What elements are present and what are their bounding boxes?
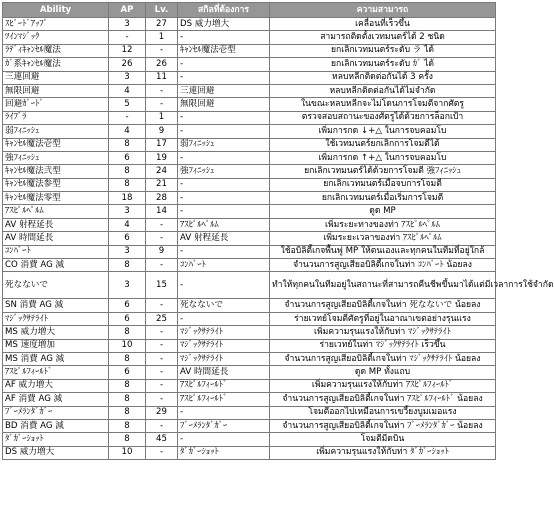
- required-skill-cell: -: [178, 178, 270, 191]
- table-row: [3, 419, 496, 432]
- ability-name-cell: 三連回避: [3, 71, 109, 84]
- table-row: [3, 272, 496, 299]
- level-cell: 19: [146, 151, 178, 164]
- effect-cell: ยกเลิกเวทมนตร์ระดับ ｶﾞ ได้: [270, 58, 496, 71]
- table-row: [3, 245, 496, 258]
- ap-cell: 8: [109, 352, 146, 365]
- effect-cell: ทำให้ทุกคนในทีมอยู่ในสถานะที่สามารถคืนชีพขึ้นมาได้แต่มีเวลาการใช้จำกัด: [270, 272, 496, 299]
- required-skill-cell: -: [178, 205, 270, 218]
- table-row: [3, 58, 496, 71]
- table-row: [3, 406, 496, 419]
- required-skill-cell: DS 威力増大: [178, 18, 270, 31]
- effect-cell: ดูด MP: [270, 205, 496, 218]
- ability-table-container: [2, 2, 554, 460]
- ap-cell: 8: [109, 178, 146, 191]
- effect-cell: ยกเลิกเวทมนตร์เมื่อจบการโจมตี: [270, 178, 496, 191]
- required-skill-cell: ｱｽﾋﾟﾙﾌｨｰﾙﾄﾞ: [178, 379, 270, 392]
- table-row: [3, 205, 496, 218]
- level-cell: -: [146, 218, 178, 231]
- level-cell: -: [146, 352, 178, 365]
- ap-cell: 18: [109, 192, 146, 205]
- table-row: [3, 84, 496, 97]
- table-row: [3, 44, 496, 57]
- level-cell: 14: [146, 205, 178, 218]
- ability-name-cell: ﾂｲﾝﾏｼﾞｯｸ: [3, 31, 109, 44]
- required-skill-cell: ﾏｼﾞｯｸｻﾃﾗｲﾄ: [178, 326, 270, 339]
- ap-cell: 3: [109, 18, 146, 31]
- table-row: [3, 31, 496, 44]
- effect-cell: เพิ่มการกด ↑+△ ในการจบคอมโบ: [270, 151, 496, 164]
- required-skill-cell: 無限回避: [178, 98, 270, 111]
- effect-cell: ในขณะหลบหลีกจะไม่โดนการโจมตีจากศัตรู: [270, 98, 496, 111]
- ability-name-cell: BD 消費 AG 減: [3, 419, 109, 432]
- level-cell: -: [146, 339, 178, 352]
- effect-cell: จำนวนการสูญเสียอบิลิตี้เกจในท่า ﾌﾞｰﾒﾗﾝﾀﾞｶﾞｰ น้อยลง: [270, 419, 496, 432]
- required-skill-cell: AV 射程延長: [178, 232, 270, 245]
- ability-name-cell: CO 消費 AG 減: [3, 259, 109, 272]
- ability-name-cell: AV 射程延長: [3, 218, 109, 231]
- ability-name-cell: ｷｬﾝｾﾙ魔法弐型: [3, 165, 109, 178]
- table-row: [3, 138, 496, 151]
- required-skill-cell: -: [178, 272, 270, 299]
- level-cell: 1: [146, 31, 178, 44]
- required-skill-cell: 弱ﾌｨﾆｯｼｭ: [178, 138, 270, 151]
- ap-cell: 8: [109, 326, 146, 339]
- effect-cell: ใช้อบิลิตี้เกจพื้นฟู MP ให้ตนเองและทุกคนในทีมที่อยู่ใกล้: [270, 245, 496, 258]
- effect-cell: เพิ่มความรุนแรงให้กับท่า ﾏｼﾞｯｸｻﾃﾗｲﾄ: [270, 326, 496, 339]
- level-cell: -: [146, 366, 178, 379]
- effect-cell: ยกเลิกเวทมนตร์ได้ด้วยการโจมตี 強ﾌｨﾆｯｼｭ: [270, 165, 496, 178]
- level-cell: -: [146, 326, 178, 339]
- required-skill-cell: ｱｽﾋﾟﾙﾍﾟﾙﾑ: [178, 218, 270, 231]
- table-row: [3, 178, 496, 191]
- effect-cell: เพิ่มระยะเวลาของท่า ｱｽﾋﾟﾙﾍﾟﾙﾑ: [270, 232, 496, 245]
- ability-name-cell: ﾀﾞｶﾞｰｼｮｯﾄ: [3, 433, 109, 446]
- required-skill-cell: -: [178, 125, 270, 138]
- effect-cell: เพิ่มความรุนแรงให้กับท่า ｱｽﾋﾟﾙﾌｨｰﾙﾄﾞ: [270, 379, 496, 392]
- ability-name-cell: 回避ｶﾞｰﾄﾞ: [3, 98, 109, 111]
- ap-cell: -: [109, 111, 146, 124]
- effect-cell: ร่ายเวทย์โจมตีศัตรูที่อยู่ในอาณาเขตอย่างรุนแรง: [270, 312, 496, 325]
- required-skill-cell: 死なないで: [178, 299, 270, 312]
- ap-cell: 3: [109, 272, 146, 299]
- level-cell: -: [146, 299, 178, 312]
- table-row: [3, 259, 496, 272]
- effect-cell: ใช้เวทมนตร์ยกเลิกการโจมตีได้: [270, 138, 496, 151]
- table-row: [3, 312, 496, 325]
- effect-cell: ยกเลิกเวทมนตร์เมื่อเริ่มการโจมตี: [270, 192, 496, 205]
- ap-cell: 10: [109, 446, 146, 459]
- level-cell: -: [146, 44, 178, 57]
- required-skill-cell: ﾀﾞｶﾞｰｼｮｯﾄ: [178, 446, 270, 459]
- ability-name-cell: ｷｬﾝｾﾙ魔法壱型: [3, 138, 109, 151]
- ability-name-cell: 弱ﾌｨﾆｯｼｭ: [3, 125, 109, 138]
- table-row: [3, 299, 496, 312]
- level-cell: 15: [146, 272, 178, 299]
- ability-name-cell: 無限回避: [3, 84, 109, 97]
- required-skill-cell: ﾏｼﾞｯｸｻﾃﾗｲﾄ: [178, 339, 270, 352]
- level-cell: 28: [146, 192, 178, 205]
- ap-cell: 6: [109, 151, 146, 164]
- effect-cell: เพิ่มระยะทางของท่า ｱｽﾋﾟﾙﾍﾟﾙﾑ: [270, 218, 496, 231]
- ap-cell: 3: [109, 71, 146, 84]
- header-required-skill: สกิลที่ต้องการ: [178, 3, 270, 18]
- header-effect: ความสามารถ: [270, 3, 496, 18]
- ap-cell: 8: [109, 406, 146, 419]
- ability-name-cell: MS 速度増加: [3, 339, 109, 352]
- ability-name-cell: ｺﾝﾊﾞｰﾄ: [3, 245, 109, 258]
- effect-cell: จำนวนการสูญเสียอบิลิตี้เกจในท่า 死なないで น้อยลง: [270, 299, 496, 312]
- table-row: [3, 151, 496, 164]
- table-row: [3, 366, 496, 379]
- required-skill-cell: -: [178, 58, 270, 71]
- ap-cell: 4: [109, 84, 146, 97]
- ap-cell: 6: [109, 366, 146, 379]
- effect-cell: หลบหลีกติดต่อกันได้ไม่จำกัด: [270, 84, 496, 97]
- level-cell: -: [146, 446, 178, 459]
- effect-cell: หลบหลีกติดต่อกันได้ 3 ครั้ง: [270, 71, 496, 84]
- ap-cell: 8: [109, 419, 146, 432]
- ap-cell: 6: [109, 299, 146, 312]
- required-skill-cell: -: [178, 433, 270, 446]
- level-cell: -: [146, 232, 178, 245]
- ability-name-cell: MS 威力増大: [3, 326, 109, 339]
- ability-name-cell: 強ﾌｨﾆｯｼｭ: [3, 151, 109, 164]
- table-body: [3, 18, 554, 460]
- ability-name-cell: ﾌﾞｰﾒﾗﾝﾀﾞｶﾞｰ: [3, 406, 109, 419]
- table-row: [3, 98, 496, 111]
- level-cell: 9: [146, 245, 178, 258]
- effect-cell: จำนวนการสูญเสียอบิลิตี้เกจในท่า ｱｽﾋﾟﾙﾌｨｰﾙﾄﾞ น้อยลง: [270, 393, 496, 406]
- ap-cell: 6: [109, 232, 146, 245]
- table-row: [3, 218, 496, 231]
- ap-cell: 10: [109, 339, 146, 352]
- ability-name-cell: AF 消費 AG 減: [3, 393, 109, 406]
- ability-name-cell: ﾏｼﾞｯｸｻﾃﾗｲﾄ: [3, 312, 109, 325]
- table-row: [3, 352, 496, 365]
- ability-name-cell: ｽﾋﾟｰﾄﾞｱｯﾌﾟ: [3, 18, 109, 31]
- ap-cell: 8: [109, 433, 146, 446]
- ability-name-cell: AV 時間延長: [3, 232, 109, 245]
- ability-name-cell: DS 威力増大: [3, 446, 109, 459]
- table-row: [3, 326, 496, 339]
- ability-table: [2, 2, 554, 460]
- ability-name-cell: SN 消費 AG 減: [3, 299, 109, 312]
- header-level: Lv.: [146, 3, 178, 18]
- ability-name-cell: ﾗｲﾌﾞﾗ: [3, 111, 109, 124]
- required-skill-cell: ｷｬﾝｾﾙ魔法壱型: [178, 44, 270, 57]
- ability-name-cell: ﾗﾃﾞｨｷｬﾝｾﾙ魔法: [3, 44, 109, 57]
- effect-cell: ร่ายเวทย์ในท่า ﾏｼﾞｯｸｻﾃﾗｲﾄ เร็วขึ้น: [270, 339, 496, 352]
- header-ap: AP: [109, 3, 146, 18]
- table-row: [3, 393, 496, 406]
- required-skill-cell: -: [178, 111, 270, 124]
- required-skill-cell: -: [178, 245, 270, 258]
- level-cell: 25: [146, 312, 178, 325]
- level-cell: -: [146, 379, 178, 392]
- table-row: [3, 232, 496, 245]
- ap-cell: 8: [109, 259, 146, 272]
- table-header-row: [3, 3, 496, 18]
- ap-cell: 4: [109, 218, 146, 231]
- ap-cell: 26: [109, 58, 146, 71]
- required-skill-cell: -: [178, 312, 270, 325]
- level-cell: -: [146, 84, 178, 97]
- table-row: [3, 446, 496, 459]
- table-row: [3, 379, 496, 392]
- table-row: [3, 125, 496, 138]
- required-skill-cell: ｺﾝﾊﾞｰﾄ: [178, 259, 270, 272]
- level-cell: -: [146, 393, 178, 406]
- effect-cell: เพิ่มความรุนแรงให้กับท่า ﾀﾞｶﾞｰｼｮｯﾄ: [270, 446, 496, 459]
- ap-cell: 8: [109, 393, 146, 406]
- effect-cell: โจมตีมีดบิน: [270, 433, 496, 446]
- effect-cell: เคลื่อนที่เร็วขึ้น: [270, 18, 496, 31]
- ap-cell: 5: [109, 98, 146, 111]
- header-ability: Ability: [3, 3, 109, 18]
- level-cell: -: [146, 259, 178, 272]
- required-skill-cell: ﾏｼﾞｯｸｻﾃﾗｲﾄ: [178, 352, 270, 365]
- level-cell: -: [146, 419, 178, 432]
- effect-cell: ดูด MP ทั้งแถบ: [270, 366, 496, 379]
- table-row: [3, 339, 496, 352]
- required-skill-cell: AV 時間延長: [178, 366, 270, 379]
- effect-cell: ยกเลิกเวทมนตร์ระดับ ラ ได้: [270, 44, 496, 57]
- table-row: [3, 71, 496, 84]
- ability-name-cell: ｷｬﾝｾﾙ魔法零型: [3, 192, 109, 205]
- effect-cell: เพิ่มการกด ↓+△ ในการจบคอมโบ: [270, 125, 496, 138]
- level-cell: 9: [146, 125, 178, 138]
- required-skill-cell: -: [178, 31, 270, 44]
- required-skill-cell: ﾌﾞｰﾒﾗﾝﾀﾞｶﾞｰ: [178, 419, 270, 432]
- level-cell: 1: [146, 111, 178, 124]
- ability-name-cell: ｷｬﾝｾﾙ魔法参型: [3, 178, 109, 191]
- ap-cell: 8: [109, 165, 146, 178]
- table-row: [3, 192, 496, 205]
- ap-cell: 4: [109, 125, 146, 138]
- effect-cell: ตรวจสอบสถานะของศัตรูได้ด้วยการล็อกเป้า: [270, 111, 496, 124]
- required-skill-cell: -: [178, 151, 270, 164]
- ability-name-cell: ｱｽﾋﾟﾙﾌｨｰﾙﾄﾞ: [3, 366, 109, 379]
- ap-cell: 6: [109, 312, 146, 325]
- ap-cell: 3: [109, 245, 146, 258]
- ap-cell: 12: [109, 44, 146, 57]
- table-row: [3, 433, 496, 446]
- effect-cell: โจมตีออกไปเหมือนการเขวี้ยงบูมเมอแรง: [270, 406, 496, 419]
- effect-cell: จำนวนการสูญเสียอบิลิตี้เกจในท่า ｺﾝﾊﾞｰﾄ น้อยลง: [270, 259, 496, 272]
- level-cell: 45: [146, 433, 178, 446]
- level-cell: 27: [146, 18, 178, 31]
- effect-cell: จำนวนการสูญเสียอบิลิตี้เกจในท่า ﾏｼﾞｯｸｻﾃﾗｲﾄ น้อยลง: [270, 352, 496, 365]
- ap-cell: -: [109, 31, 146, 44]
- table-row: [3, 111, 496, 124]
- required-skill-cell: ｱｽﾋﾟﾙﾌｨｰﾙﾄﾞ: [178, 393, 270, 406]
- table-row: [3, 18, 496, 31]
- effect-cell: สามารถติดตั้งเวทมนตร์ได้ 2 ชนิด: [270, 31, 496, 44]
- level-cell: 29: [146, 406, 178, 419]
- required-skill-cell: -: [178, 71, 270, 84]
- level-cell: 11: [146, 71, 178, 84]
- level-cell: 24: [146, 165, 178, 178]
- required-skill-cell: -: [178, 192, 270, 205]
- ability-name-cell: ｶﾞ系ｷｬﾝｾﾙ魔法: [3, 58, 109, 71]
- required-skill-cell: -: [178, 406, 270, 419]
- level-cell: 26: [146, 58, 178, 71]
- ability-name-cell: AF 威力増大: [3, 379, 109, 392]
- ap-cell: 8: [109, 138, 146, 151]
- table-row: [3, 165, 496, 178]
- level-cell: 21: [146, 178, 178, 191]
- ability-name-cell: 死なないで: [3, 272, 109, 299]
- ability-name-cell: ｱｽﾋﾟﾙﾍﾟﾙﾑ: [3, 205, 109, 218]
- level-cell: 17: [146, 138, 178, 151]
- ability-name-cell: MS 消費 AG 減: [3, 352, 109, 365]
- ap-cell: 3: [109, 205, 146, 218]
- required-skill-cell: 強ﾌｨﾆｯｼｭ: [178, 165, 270, 178]
- ap-cell: 8: [109, 379, 146, 392]
- required-skill-cell: 三連回避: [178, 84, 270, 97]
- level-cell: -: [146, 98, 178, 111]
